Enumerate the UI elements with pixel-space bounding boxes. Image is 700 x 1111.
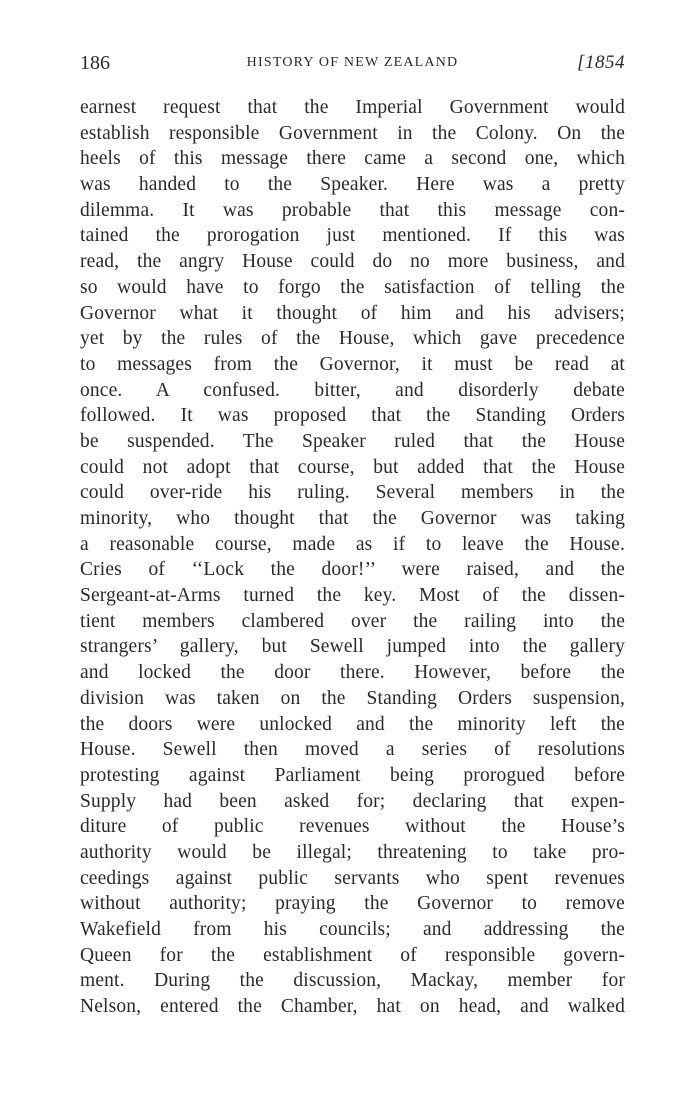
text-line: authority would be illegal; threatening to take pro-: [80, 841, 625, 863]
text-line: the doors were unlocked and the minority left the: [80, 713, 625, 735]
text-line: Governor what it thought of him and his advisers;: [80, 302, 625, 324]
text-line: Wakefield from his councils; and addressing the: [80, 919, 625, 940]
text-line: Nelson, entered the Chamber, hat on head, and walked: [80, 996, 625, 1018]
text-line: division was taken on the Standing Orders suspension,: [80, 687, 625, 709]
text-line: strangers’ gallery, but Sewell jumped into the gallery: [80, 636, 625, 658]
header-year: [1854: [577, 52, 625, 73]
text-line: House. Sewell then moved a series of resolutions: [80, 739, 625, 761]
text-line: read, the angry House could do no more business, and: [80, 251, 625, 273]
text-line: Queen for the establishment of responsible govern-: [80, 944, 625, 966]
text-line: tained the prorogation just mentioned. If this was: [80, 225, 625, 247]
running-title: HISTORY OF NEW ZEALAND: [246, 55, 459, 70]
text-line: yet by the rules of the House, which gave precedence: [80, 328, 625, 350]
text-line: ment. During the discussion, Mackay, member for: [80, 970, 625, 992]
text-line: once. A confused. bitter, and disorderly debate: [80, 379, 625, 401]
text-line: diture of public revenues without the House’s: [80, 816, 625, 838]
text-line: establish responsible Government in the Colony. On the: [80, 122, 625, 144]
text-line: to messages from the Governor, it must be read at: [80, 353, 625, 375]
text-line: was handed to the Speaker. Here was a pretty: [80, 174, 625, 196]
page-number: 186: [80, 52, 110, 74]
text-line: without authority; praying the Governor to remove: [80, 893, 625, 915]
text-line: and locked the door there. However, before the: [80, 662, 625, 684]
text-line: Cries of ‘‘Lock the door!’’ were raised, and the: [80, 559, 625, 581]
text-line: tient members clambered over the railing into the: [80, 610, 625, 632]
text-line: could over-ride his ruling. Several members in the: [80, 482, 625, 504]
text-line: so would have to forgo the satisfaction of telling the: [80, 276, 625, 298]
running-head: [80, 50, 625, 76]
text-line: minority, who thought that the Governor was taking: [80, 508, 625, 529]
text-line: be suspended. The Speaker ruled that the House: [80, 430, 625, 452]
text-line: protesting against Parliament being prorogued before: [80, 764, 625, 786]
body-text: [80, 95, 625, 1020]
text-line: heels of this message there came a second one, which: [80, 148, 625, 170]
text-line: could not adopt that course, but added that the House: [80, 456, 625, 478]
text-line: dilemma. It was probable that this message con-: [80, 199, 625, 221]
text-line: Sergeant-at-Arms turned the key. Most of the dissen-: [80, 585, 625, 607]
text-line: ceedings against public servants who spent revenues: [80, 867, 625, 889]
text-line: a reasonable course, made as if to leave the House.: [80, 533, 625, 555]
text-line: earnest request that the Imperial Government would: [80, 97, 625, 118]
text-line: Supply had been asked for; declaring that expen-: [80, 790, 625, 812]
text-line: followed. It was proposed that the Standing Orders: [80, 405, 625, 427]
